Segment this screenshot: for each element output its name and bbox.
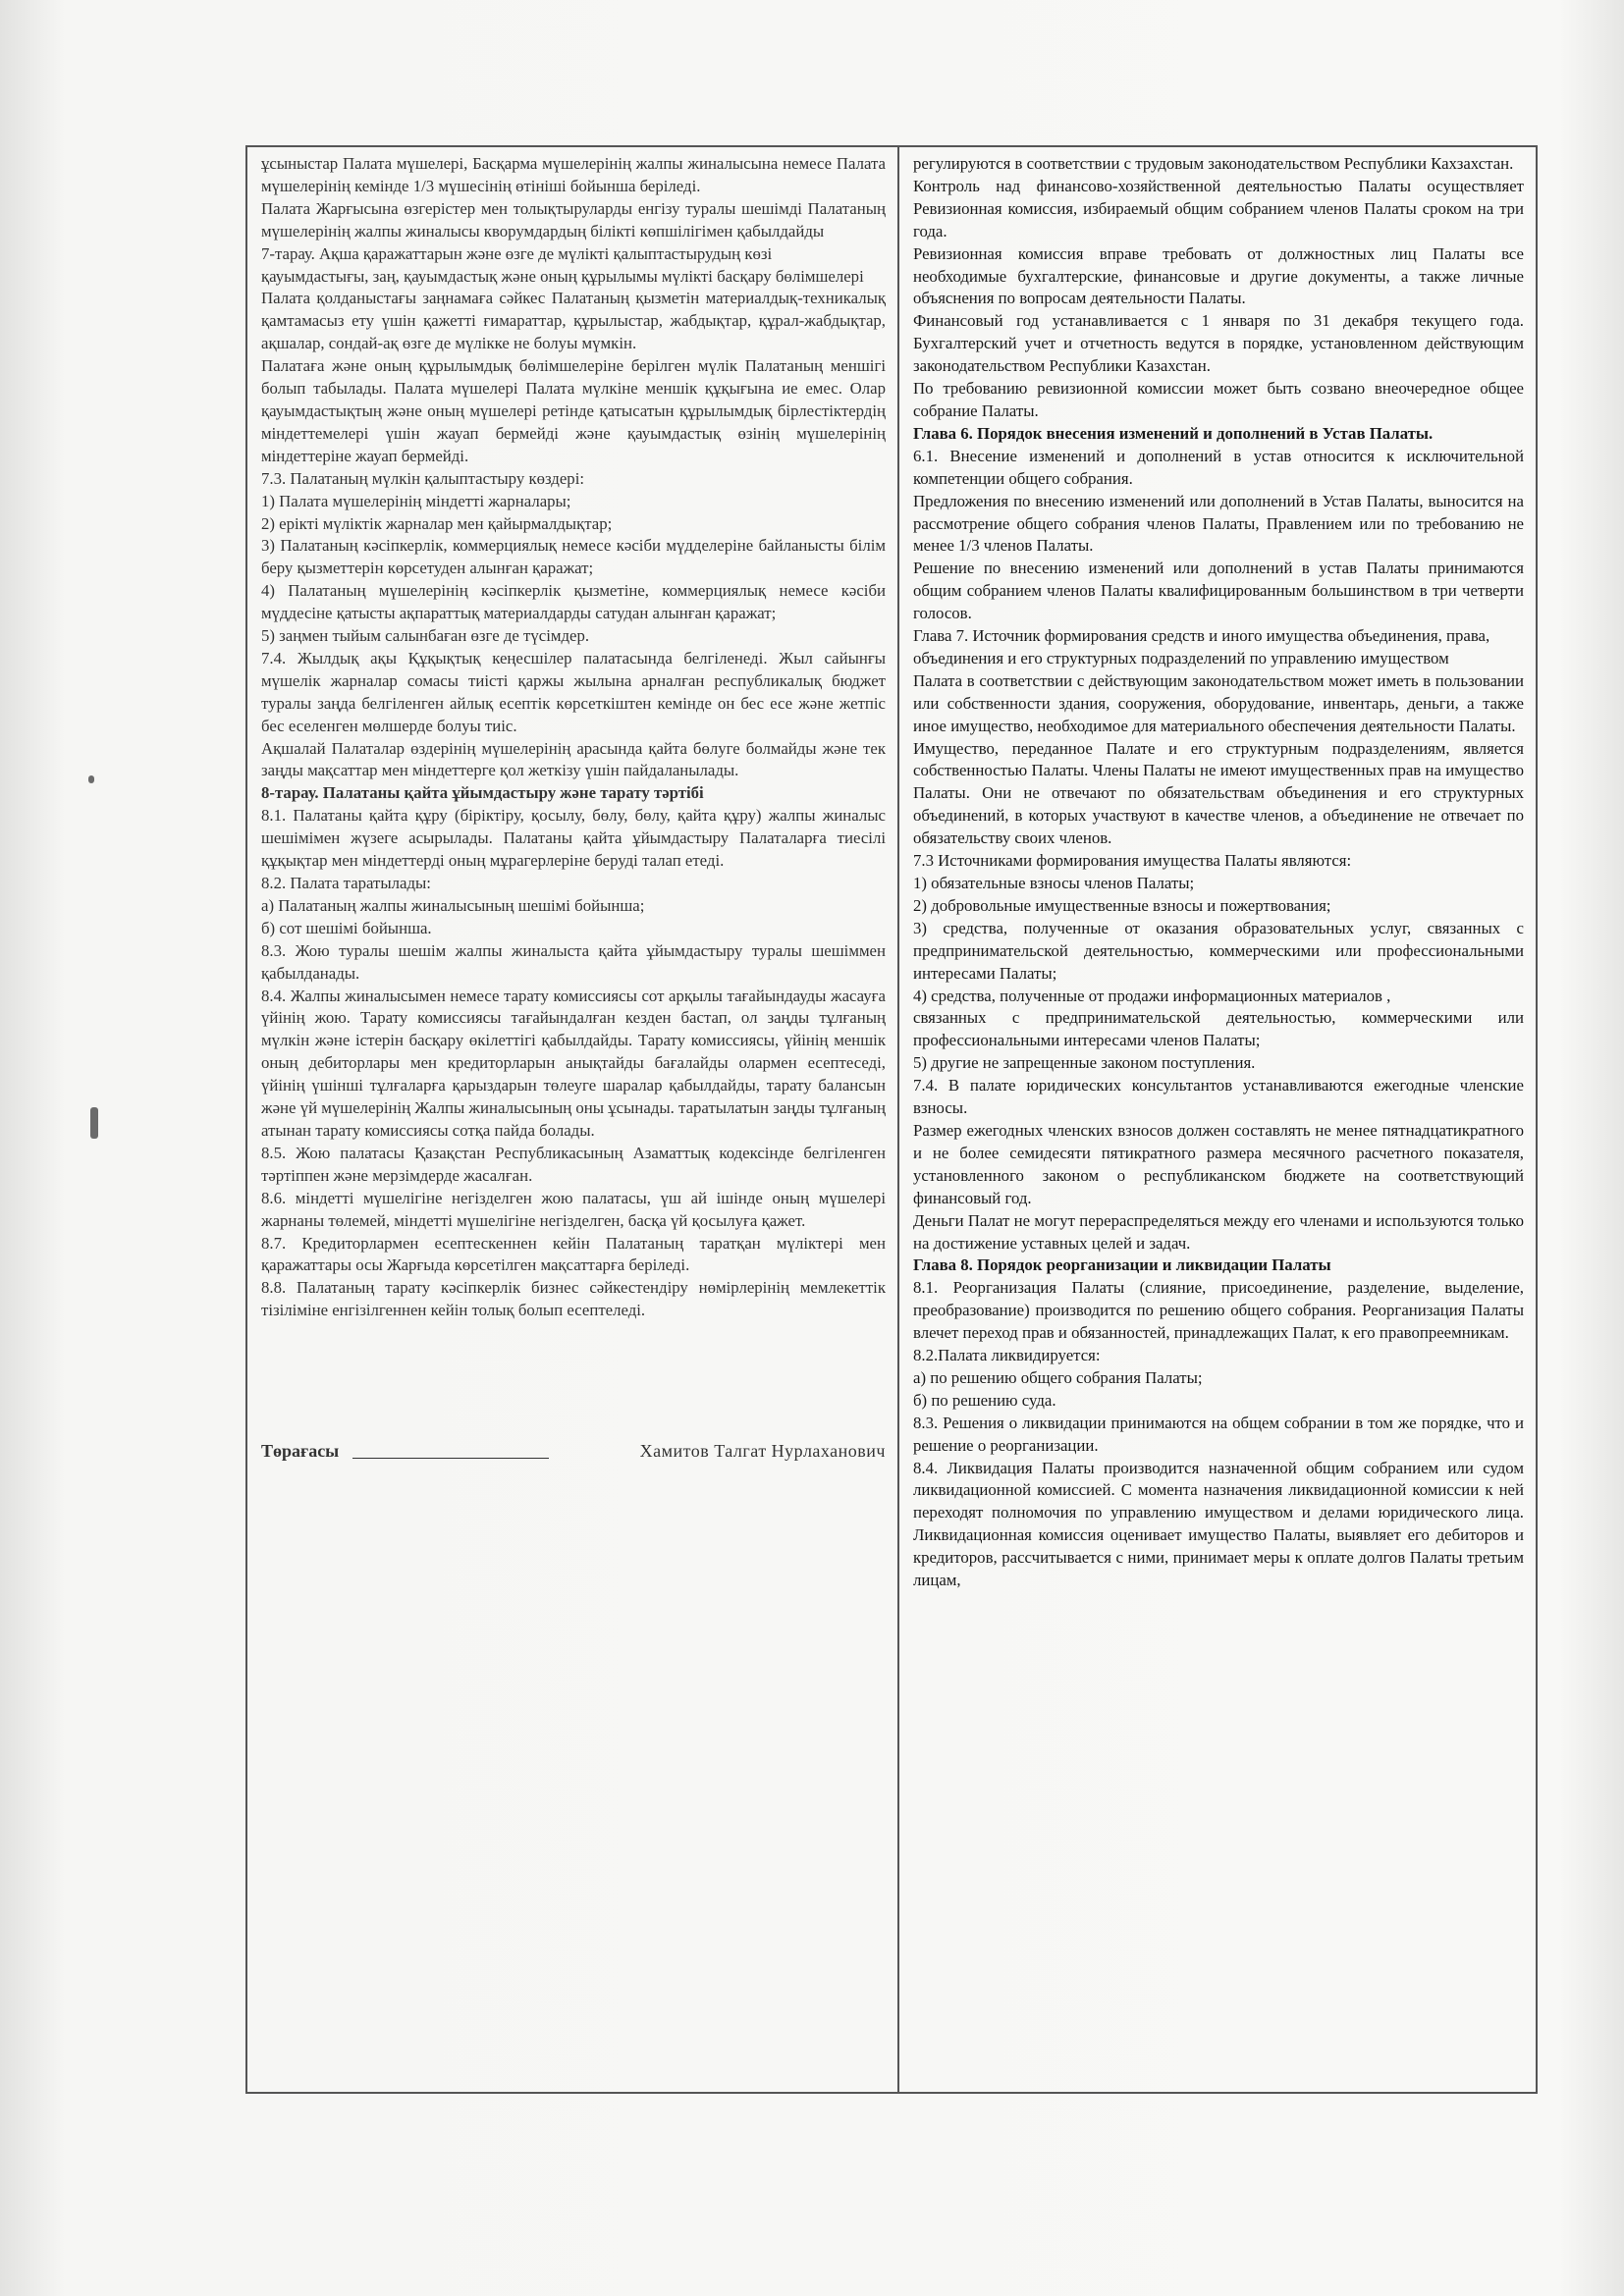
paragraph: 7-тарау. Ақша қаражаттарын және өзге де мүлікті қалыптастырудың көзі: [261, 243, 773, 263]
paragraph: Предложения по внесению изменений или дополнений в Устав Палаты, выносится на рассмотрение общего собрания членов Палаты, Правлением или по требованию не менее 1/3 членов Палаты.: [913, 491, 1524, 556]
paragraph: Ақшалай Палаталар өздерінің мүшелерінің арасында қайта бөлуге болмайды және тек заңды мақсаттар мен міндеттерге қол жеткізу үшін пайдаланылады.: [261, 738, 886, 780]
paragraph: Палата в соответствии с действующим законодательством может иметь в пользовании или собственности здания, сооружения, оборудование, инвентарь, деньги, а также иное имущество, необходимое для материального обеспечения деятельности Палаты.: [913, 670, 1524, 735]
kazakh-text-column: [247, 147, 899, 2092]
chapter-heading: Глава 7. Источник формирования средств и иного имущества объединения, права, объединения и его структурных подразделений по управлению имуществом: [913, 626, 1490, 667]
paragraph: 1) Палата мүшелерінің міндетті жарналары;: [261, 491, 571, 510]
paragraph: 4) средства, полученные от продажи информационных материалов ,: [913, 986, 1391, 1005]
paragraph: қауымдастығы, заң, қауымдастық және оның құрылымы мүлікті басқару бөлімшелері: [261, 266, 864, 286]
paragraph: 8.8. Палатаның тарату кәсіпкерлік бизнес сәйкестендіру нөмірлерінің мемлекеттік тізіліміне енгізілгеннен кейін толық болып есептеледі.: [261, 1278, 886, 1320]
paragraph: регулируются в соответствии с трудовым законодательством Республики Кахзахстан.: [913, 154, 1514, 173]
signature-block: [261, 1440, 886, 1463]
paragraph: 8.5. Жою палатасы Қазақстан Республикасының Азаматтық кодексінде белгіленген тәртіппен және мерзімдерде жасалған.: [261, 1143, 886, 1185]
paragraph: 7.3. Палатаның мүлкін қалыптастыру көздері:: [261, 468, 585, 488]
paragraph: б) сот шешімі бойынша.: [261, 918, 432, 937]
paragraph: 8.4. Ликвидация Палаты производится назначенной общим собранием или судом ликвидационной комиссией. С момента назначения ликвидационной комиссии к ней переходят полномочия по управлению имуществом и делами юридического лица. Ликвидационная комиссия оценивает имущество Палаты, выявляет его дебиторов и кредиторов, рассчитывается с ними, принимает меры к оплате долгов Палаты третьим лицам,: [913, 1458, 1524, 1590]
russian-text-column: [899, 147, 1536, 2092]
paragraph: 7.3 Источниками формирования имущества Палаты являются:: [913, 851, 1352, 871]
paragraph: Имущество, переданное Палате и его структурным подразделениям, является собственностью Палаты. Члены Палаты не имеют имущественных прав на имущество Палаты. Они не отвечают по обязательствам объединения и его структурных объединений, в которых участвуют в качестве членов, а объединение не отвечает по обязательству своих членов.: [913, 738, 1524, 848]
binder-hole-mark: [88, 775, 94, 783]
paragraph: Деньги Палат не могут перераспределяться между его членами и используются только на достижение уставных целей и задач.: [913, 1210, 1524, 1253]
paragraph: 8.2. Палата таратылады:: [261, 874, 431, 892]
paragraph: Ревизионная комиссия вправе требовать от должностных лиц Палаты все необходимые бухгалтерские, финансовые и другие документы, а также личные объяснения по вопросам деятельности Палаты.: [913, 243, 1524, 308]
paragraph: Палата Жарғысына өзгерістер мен толықтыруларды енгізу туралы шешімді Палатаның мүшелерінің жалпы жиналысы кворумдардың білікті көпшілігімен қабылдайды: [261, 198, 886, 240]
paragraph: 5) другие не запрещенные законом поступления.: [913, 1053, 1256, 1073]
paragraph: а) по решению общего собрания Палаты;: [913, 1367, 1203, 1387]
paragraph: 2) добровольные имущественные взносы и пожертвования;: [913, 895, 1331, 915]
paragraph: 8.4. Жалпы жиналысымен немесе тарату комиссиясы сот арқылы тағайындауды жасауға үйінің жою. Тарату комиссиясы тағайындалған кезден бастап, ол заңды тұлғаның мүлкін және істерін басқару өкілеттігі қабылдайды. Тарату комиссиясы, үйінің меншік оның дебиторлары мен кредиторларын анықтайды бағалайды олармен есептеседі, үйінің үшінші тұлғаларға қарыздарын төлеуге шаралар қабылдайды, тарату балансын және үй мүшелерінің Жалпы жиналысының оны ұсынады. таратылатын заңды тұлғаның атынан тарату комиссиясы сотқа пайда болады.: [261, 986, 886, 1140]
paragraph: 8.2.Палата ликвидируется:: [913, 1346, 1101, 1365]
paragraph: а) Палатаның жалпы жиналысының шешімі бойынша;: [261, 895, 645, 915]
paragraph: 6.1. Внесение изменений и дополнений в устав относится к исключительной компетенции общего собрания.: [913, 446, 1524, 488]
paragraph: 8.3. Жою туралы шешім жалпы жиналыста қайта ұйымдастыру туралы шешіммен қабылданады.: [261, 940, 886, 983]
paragraph: Палатаға және оның құрылымдық бөлімшелеріне берілген мүлік Палатаның меншігі болып табылады. Палата мүшелері Палата мүлкіне меншік құқығына ие емес. Олар қауымдастықтың және оның мүшелері ретінде қатысатын құрылымдық бірлестіктердің міндеттемелері үшін жауап бермейді және қауымдастық өзінің мүшелерінің міндеттеріне жауап бермейді.: [261, 356, 886, 465]
paragraph: б) по решению суда.: [913, 1390, 1056, 1410]
paragraph: 4) Палатаның мүшелерінің кәсіпкерлік қызметіне, коммерциялық немесе кәсіби мүддесіне қатысты ақпараттық материалдарды сатудан алынған қаражат;: [261, 581, 886, 623]
binder-hole-mark: [90, 1107, 98, 1139]
chapter-heading: Глава 6. Порядок внесения изменений и дополнений в Устав Палаты.: [913, 423, 1434, 443]
paragraph: 8.1. Палатаны қайта құру (біріктіру, қосылу, бөлу, бөлу, қайта құру) жалпы жиналыс шешімімен жүзеге асырылады. Палатаны қайта ұйымдастыру Палаталарға тиесілі құқықтар мен міндеттерді оның мұрагерлеріне беруді талап етеді.: [261, 806, 886, 871]
paragraph: 5) заңмен тыйым салынбаған өзге де түсімдер.: [261, 626, 590, 646]
paragraph: По требованию ревизионной комиссии может быть созвано внеочередное общее собрание Палаты.: [913, 379, 1524, 420]
paragraph: Контроль над финансово-хозяйственной деятельностью Палаты осуществляет Ревизионная комиссия, избираемый общим собранием членов Палаты сроком на три года.: [913, 176, 1524, 240]
paragraph: 8.7. Кредиторлармен есептескеннен кейін Палатаның таратқан мүліктері мен қаражаттары осы Жарғыда көрсетілген мақсаттарға беріледі.: [261, 1233, 886, 1275]
paragraph: Решение по внесению изменений или дополнений в устав Палаты принимаются общим собранием членов Палаты квалифицированным большинством в три четверти голосов.: [913, 559, 1524, 623]
paragraph: 8.1. Реорганизация Палаты (слияние, присоединение, разделение, выделение, преобразование) производится по решению общего собрания. Реорганизация Палаты влечет переход прав и обязанностей, принадлежащих Палат, к его правопреемникам.: [913, 1278, 1524, 1343]
chapter-heading: Глава 8. Порядок реорганизации и ликвидации Палаты: [913, 1255, 1331, 1275]
paragraph: 8.3. Решения о ликвидации принимаются на общем собрании в том же порядке, что и решение о реорганизации.: [913, 1413, 1524, 1455]
two-column-document-table: [245, 145, 1538, 2094]
paragraph: 3) средства, полученные от оказания образовательных услуг, связанных с предпринимательской деятельностью, коммерческими или профессиональными интересами Палаты;: [913, 918, 1524, 983]
paragraph: 3) Палатаның кәсіпкерлік, коммерциялық немесе кәсіби мүдделеріне байланысты білім беру қызметтерін көрсетуден алынған қаражат;: [261, 536, 886, 578]
paragraph: ұсыныстар Палата мүшелері, Басқарма мүшелерінің жалпы жиналысына немесе Палата мүшелерінің кемінде 1/3 мүшесінің өтініші бойынша беріледі.: [261, 154, 886, 195]
paragraph: 7.4. В палате юридических консультантов устанавливаются ежегодные членские взносы.: [913, 1076, 1524, 1118]
signature-line: [352, 1440, 549, 1459]
paragraph: 7.4. Жылдық ақы Құқықтық кеңесшілер палатасында белгіленеді. Жыл сайынғы мүшелік жарналар сомасы тиісті қаржы жылына арналған республикалық бюджет туралы заңда белгіленген айлық есептік көрсеткіштен кемінде он бес есе және жетпіс бес еселенген мөлшерде болуы тиіс.: [261, 648, 886, 735]
paragraph: связанных с предпринимательской деятельностью, коммерческими или профессиональными интересами членов Палаты;: [913, 1008, 1524, 1050]
chapter-heading: 8-тарау. Палатаны қайта ұйымдастыру және тарату тәртібі: [261, 783, 704, 803]
signature-title: Төрағасы: [261, 1441, 340, 1462]
signatory-name: Хамитов Талгат Нурлаханович: [639, 1441, 886, 1462]
paragraph: 2) ерікті мүліктік жарналар мен қайырмалдықтар;: [261, 513, 613, 533]
paragraph: 8.6. міндетті мүшелігіне негізделген жою палатасы, үш ай ішінде оның мүшелері жарнаны төлемей, міндетті мүшелігіне негізделген, басқа үй қосылуға қажет.: [261, 1188, 886, 1230]
paragraph: Размер ежегодных членских взносов должен составлять не менее пятнадцатикратного и не более семидесяти пятикратного размера месячного расчетного показателя, установленного законом о республиканском бюджете на соответствующий финансовый год.: [913, 1120, 1524, 1207]
paragraph: Палата қолданыстағы заңнамаға сәйкес Палатаның қызметін материалдық-техникалық қамтамасыз ету үшін қажетті ғимараттар, құрылыстар, жабдықтар, құрал-жабдықтар, ақшалар, сондай-ақ өзге де мүлікке не болуы мүмкін.: [261, 289, 886, 353]
paragraph: 1) обязательные взносы членов Палаты;: [913, 874, 1195, 892]
paragraph: Финансовый год устанавливается с 1 января по 31 декабря текущего года. Бухгалтерский учет и отчетность ведутся в порядке, установленном действующим законодательством Республики Казахстан.: [913, 311, 1524, 376]
